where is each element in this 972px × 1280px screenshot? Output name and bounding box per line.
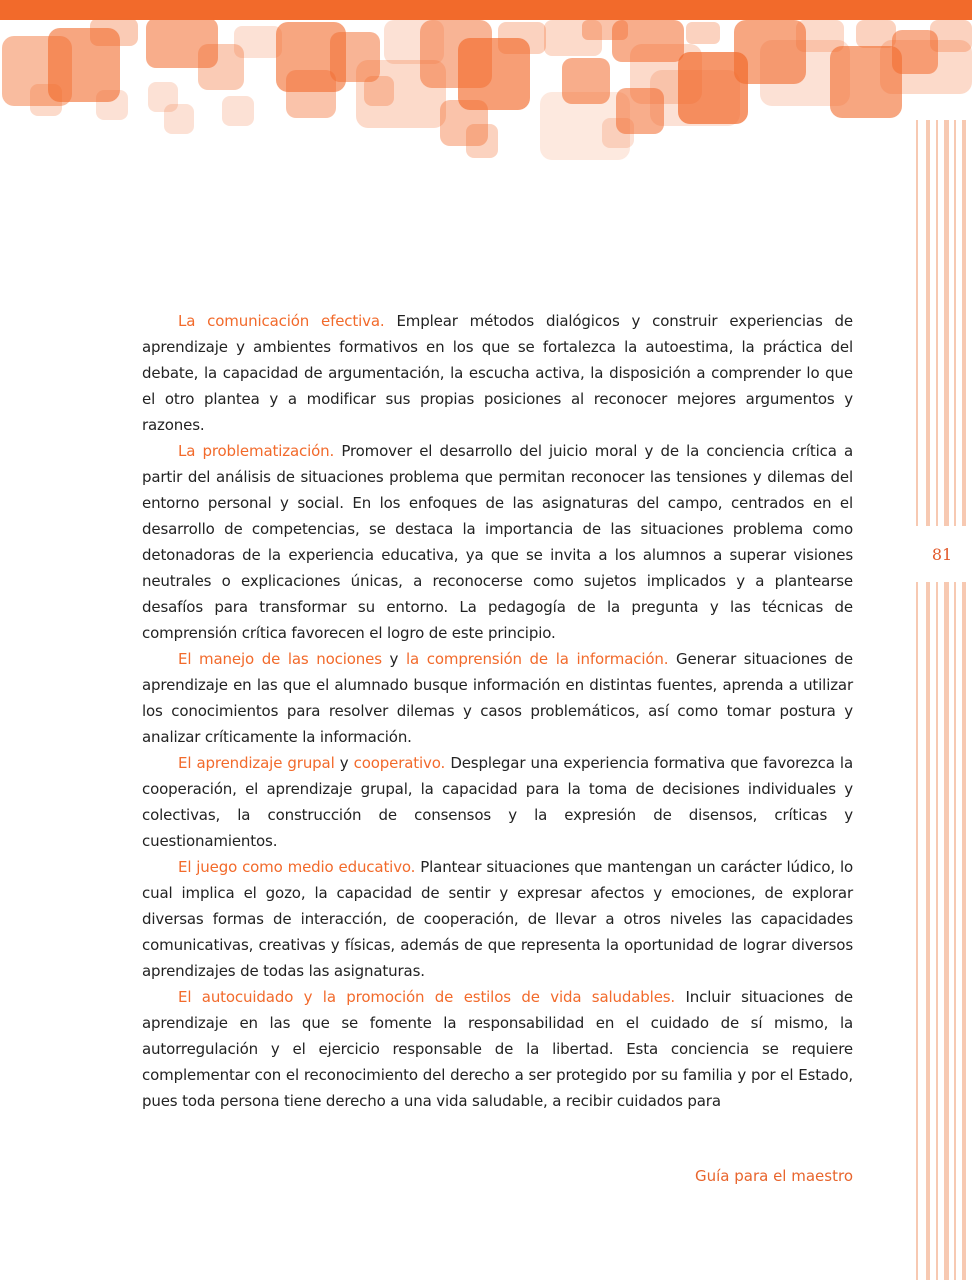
footer-title: Guía para el maestro	[694, 1167, 853, 1185]
highlighted-term: El autocuidado y la promoción de estilos de vida saludables.	[178, 988, 676, 1006]
paragraph	[142, 438, 853, 646]
page-number: 81	[931, 544, 953, 564]
paragraph-text: Incluir situaciones de aprendizaje en las que se fomente la responsabilidad en el cuidado de sí mismo, la autorregulación y el ejercicio responsable de la libertad. Esta conciencia se requiere complementar con el reconocimiento del derecho a ser protegido por su familia y por el Estado, pues toda persona tiene derecho a una vida saludable, a recibir cuidados para	[142, 988, 854, 1110]
paragraph	[142, 750, 853, 854]
side-stripes	[912, 120, 972, 1280]
paragraph-text: Plantear situaciones que mantengan un carácter lúdico, lo cual implica el gozo, la capacidad de sentir y expresar afectos y emociones, de explorar diversas formas de interacción, de cooperación, de llevar a otros niveles las capacidades comunicativas, creativas y físicas, además de que representa la oportunidad de lograr diversos aprendizajes de todas las asignaturas.	[142, 858, 854, 980]
paragraph	[142, 984, 853, 1114]
highlighted-term: El juego como medio educativo.	[178, 858, 416, 876]
decorative-squares-banner	[0, 0, 972, 170]
paragraph	[142, 646, 853, 750]
page-number-box	[912, 526, 972, 582]
highlighted-term: La comunicación efectiva.	[178, 312, 385, 330]
body-text	[142, 308, 853, 1114]
paragraph	[142, 854, 853, 984]
paragraph	[142, 308, 853, 438]
paragraph-text: Desplegar una experiencia formativa que favorezca la cooperación, el aprendizaje grupal, la capacidad para la toma de decisiones individuales y colectivas, la construcción de consensos y la expresión de disensos, críticas y cuestionamientos.	[142, 754, 853, 850]
highlighted-term: El manejo de las nociones	[178, 650, 382, 668]
highlighted-term: El aprendizaje grupal	[178, 754, 335, 772]
highlighted-term: la comprensión de la información.	[405, 650, 669, 668]
paragraph-text: Generar situaciones de aprendizaje en las que el alumnado busque información en distintas fuentes, aprenda a utilizar los conocimientos para resolver dilemas y casos problemáticos, así como tomar postura y analizar críticamente la información.	[142, 650, 853, 746]
paragraph-text: Promover el desarrollo del juicio moral y de la conciencia crítica a partir del análisis de situaciones problema que permitan reconocer las tensiones y dilemas del entorno personal y social. En los enfoques de las asignaturas del campo, centrados en el desarrollo de competencias, se destaca la importancia de las situaciones problema como detonadoras de la experiencia educativa, ya que se invita a los alumnos a superar visiones neutrales o explicaciones únicas, a reconocerse como sujetos implicados y a plantearse desafíos para transformar su entorno. La pedagogía de la pregunta y las técnicas de comprensión crítica favorecen el logro de este principio.	[142, 442, 853, 642]
highlighted-term: cooperativo.	[353, 754, 446, 772]
highlighted-term: La problematización.	[178, 442, 335, 460]
paragraph-text: y	[381, 650, 406, 668]
paragraph-text: y	[334, 754, 354, 772]
paragraph-text: Emplear métodos dialógicos y construir experiencias de aprendizaje y ambientes formativos en los que se fortalezca la autoestima, la práctica del debate, la capacidad de argumentación, la escucha activa, la disposición a comprender lo que el otro plantea y a modificar sus propias posiciones al reconocer mejores argumentos y razones.	[142, 312, 853, 434]
